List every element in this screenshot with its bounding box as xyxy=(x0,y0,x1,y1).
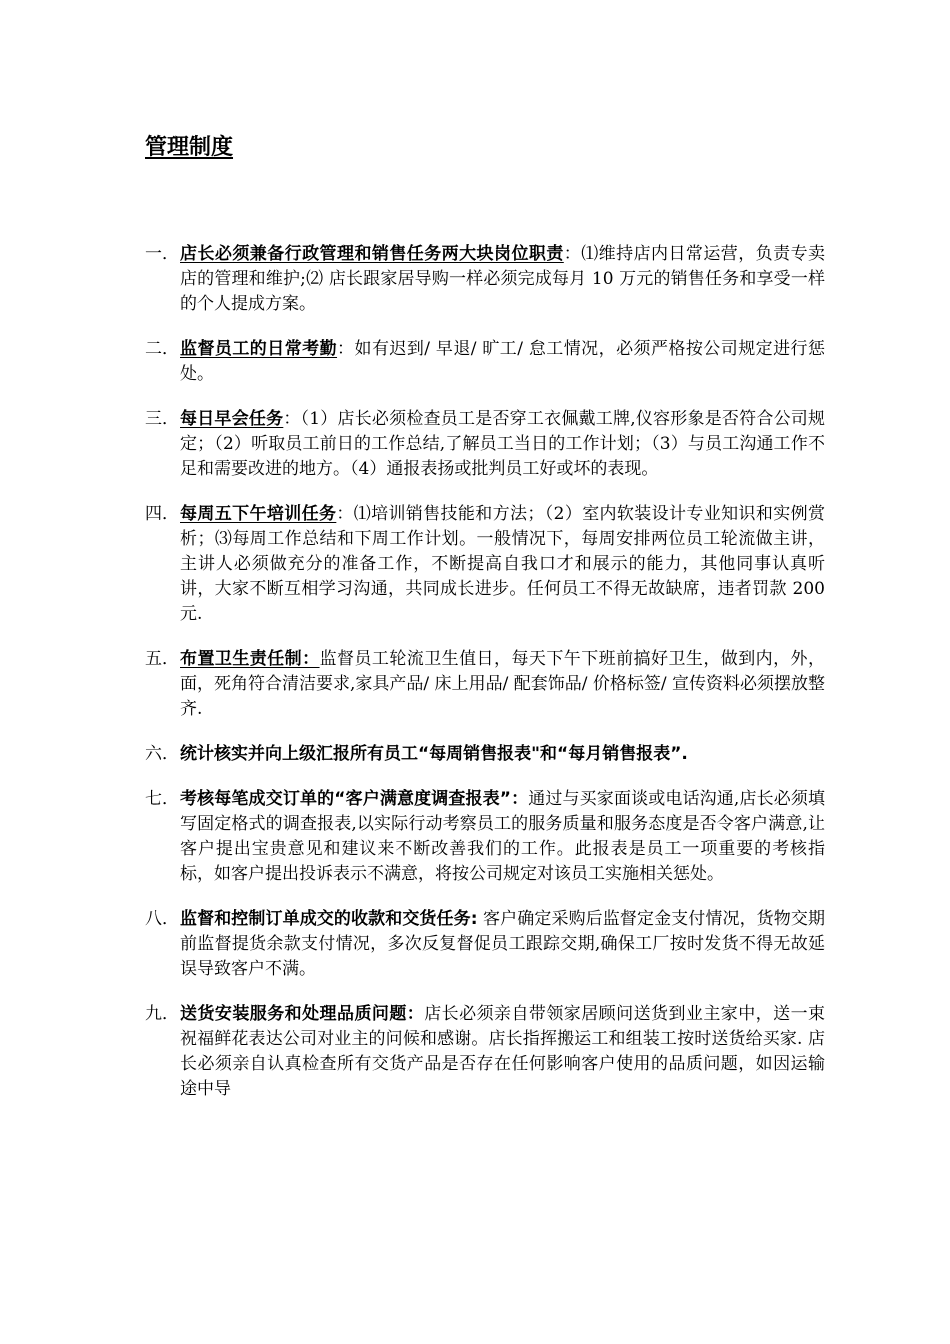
list-item xyxy=(145,242,825,317)
list-item xyxy=(145,407,825,482)
rules-list xyxy=(145,242,825,1122)
item-body: 店长必须亲自带领家居顾问送货到业主家中，送一束祝福鲜花表达公司对业主的问候和感谢。店长指挥搬运工和组装工按时送货给买家. 店长必须亲自认真检查所有交货产品是否存在任何影响客户使用的品质问题，如因运输途中导 xyxy=(180,1004,826,1099)
list-item xyxy=(145,907,825,982)
item-number: 二． xyxy=(145,339,179,359)
list-item xyxy=(145,647,825,722)
item-number: 六． xyxy=(145,744,179,764)
item-body: 客户确定采购后监督定金支付情况，货物交期前监督提货余款支付情况，多次反复督促员工跟踪交期,确保工厂按时发货不得无故延误导致客户不满。 xyxy=(180,909,825,979)
item-body: ⑴培训销售技能和方法；（2）室内软装设计专业知识和实例赏析；⑶每周工作总结和下周工作计划。一般情况下，每周安排两位员工轮流做主讲，主讲人必须做充分的准备工作，不断提高自我口才和展示的能力，其他同事认真听讲，大家不断互相学习沟通，共同成长进步。任何员工不得无故缺席，违者罚款 200 元. xyxy=(180,504,825,624)
item-heading: 监督员工的日常考勤 xyxy=(180,339,338,359)
item-body: ⑴维持店内日常运营，负责专卖店的管理和维护;⑵ 店长跟家居导购一样必须完成每月 10 万元的销售任务和享受一样的个人提成方案。 xyxy=(180,244,826,314)
item-separator: ： xyxy=(336,504,354,524)
item-number: 一． xyxy=(145,244,179,264)
list-item xyxy=(145,337,825,387)
item-heading: 店长必须兼备行政管理和销售任务两大块岗位职责 xyxy=(180,244,564,264)
list-item xyxy=(145,742,825,767)
item-heading: 监督和控制订单成交的收款和交货任务: xyxy=(180,909,478,929)
item-heading: 考核每笔成交订单的“客户满意度调查报表”： xyxy=(180,789,529,809)
item-heading: 每日早会任务 xyxy=(180,409,284,429)
item-number: 八． xyxy=(145,909,179,929)
list-item xyxy=(145,1002,825,1102)
item-heading: 统计核实并向上级汇报所有员工“每周销售报表"和“每月销售报表”. xyxy=(180,744,688,764)
item-number: 三． xyxy=(145,409,179,429)
item-heading: 送货安装服务和处理品质问题： xyxy=(180,1004,425,1024)
page-title: 管理制度 xyxy=(145,135,234,160)
item-body: （1）店长必须检查员工是否穿工衣佩戴工牌,仪容形象是否符合公司规定；（2）听取员工前日的工作总结,了解员工当日的工作计划；（3）与员工沟通工作不足和需要改进的地方。（4）通报表扬或批判员工好或坏的表现。 xyxy=(180,409,826,479)
list-item xyxy=(145,787,825,887)
item-heading: 每周五下午培训任务 xyxy=(180,504,337,524)
item-body: 通过与买家面谈或电话沟通,店长必须填写固定格式的调查报表,以实际行动考察员工的服务质量和服务态度是否令客户满意,让客户提出宝贵意见和建议来不断改善我们的工作。此报表是员工一项重要的考核指标，如客户提出投诉表示不满意，将按公司规定对该员工实施相关惩处。 xyxy=(180,789,825,884)
item-body: 如有迟到/ 早退/ 旷工/ 怠工情况，必须严格按公司规定进行惩处。 xyxy=(180,339,826,384)
item-body: 监督员工轮流卫生值日，每天下午下班前搞好卫生，做到内，外，面，死角符合清洁要求,家具产品/ 床上用品/ 配套饰品/ 价格标签/ 宣传资料必须摆放整齐. xyxy=(180,649,826,719)
list-item xyxy=(145,502,825,627)
item-number: 九． xyxy=(145,1004,179,1024)
item-number: 四． xyxy=(145,504,179,524)
item-separator: ： xyxy=(283,409,301,429)
item-heading: 布置卫生责任制： xyxy=(180,649,320,669)
item-separator: ： xyxy=(337,339,355,359)
item-separator: ： xyxy=(563,244,582,264)
item-number: 五． xyxy=(145,649,179,669)
item-number: 七． xyxy=(145,789,179,809)
